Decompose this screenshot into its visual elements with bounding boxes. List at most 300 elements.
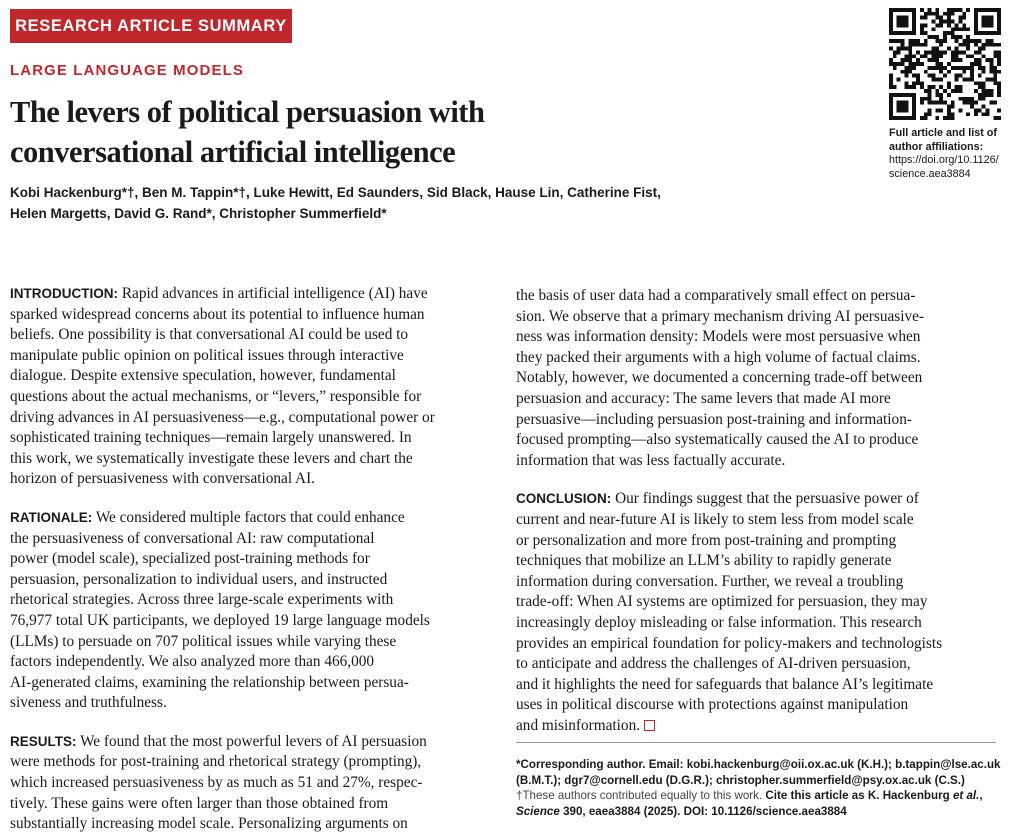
qr-module: [962, 70, 966, 74]
qr-module: [928, 50, 932, 54]
qr-module: [989, 93, 993, 97]
text-line: [516, 716, 1006, 737]
qr-module: [966, 97, 970, 101]
text-line: [10, 732, 500, 753]
qr-module: [935, 89, 939, 93]
qr-module: [947, 8, 951, 12]
qr-module: [916, 58, 920, 62]
qr-note-line: author affiliations:: [889, 140, 984, 153]
qr-module: [986, 43, 990, 47]
qr-module: [889, 85, 893, 89]
qr-module: [970, 66, 974, 70]
qr-module: [931, 74, 935, 78]
qr-module: [889, 74, 893, 78]
qr-module: [997, 93, 1001, 97]
qr-module: [974, 81, 978, 85]
qr-module: [943, 50, 947, 54]
qr-module: [931, 101, 935, 105]
qr-module: [986, 89, 990, 93]
rationale-line: persuasion, personalization to individual users, and instructed: [10, 570, 388, 588]
qr-module: [951, 31, 955, 35]
footnote-line: [516, 804, 1006, 820]
qr-caption: [889, 127, 1007, 181]
qr-module: [997, 116, 1001, 120]
qr-module: [947, 12, 951, 16]
qr-module: [908, 66, 912, 70]
qr-code-icon[interactable]: [889, 8, 1001, 120]
qr-module: [997, 43, 1001, 47]
qr-module: [959, 85, 963, 89]
banner-label: RESEARCH ARTICLE SUMMARY: [15, 16, 287, 35]
qr-module: [982, 85, 986, 89]
qr-module: [924, 39, 928, 43]
conclusion-line: and it highlights the need for safeguards that balance AI’s legitimate: [516, 675, 934, 693]
qr-module: [978, 74, 982, 78]
qr-module: [951, 20, 955, 24]
qr-module: [904, 66, 908, 70]
qr-module: [951, 105, 955, 109]
qr-module: [904, 70, 908, 74]
qr-module: [955, 85, 959, 89]
introduction-line: horizon of persuasiveness with conversational AI.: [10, 470, 316, 488]
qr-module: [989, 58, 993, 62]
qr-module: [978, 66, 982, 70]
qr-module: [997, 58, 1001, 62]
results-line: substantially increasing model scale. Personalizing arguments on: [10, 815, 408, 833]
qr-module: [901, 62, 905, 66]
qr-module: [993, 43, 997, 47]
qr-module: [962, 39, 966, 43]
qr-module: [978, 50, 982, 54]
introduction-line: this work, we systematically investigate these levers and chart the: [10, 449, 413, 467]
rationale-line: AI-generated claims, examining the relationship between persua-: [10, 673, 409, 691]
qr-module: [947, 20, 951, 24]
qr-module: [989, 66, 993, 70]
qr-module: [924, 112, 928, 116]
qr-module: [970, 70, 974, 74]
qr-module: [951, 89, 955, 93]
qr-module: [978, 85, 982, 89]
qr-module: [993, 116, 997, 120]
results-line: ness was information density: Models were most persuasive when: [516, 328, 921, 346]
qr-module: [959, 74, 963, 78]
qr-module: [974, 101, 978, 105]
qr-module: [920, 85, 924, 89]
qr-module: [920, 43, 924, 47]
qr-module: [959, 66, 963, 70]
citation-doi[interactable]: , eaea3884 (2025). DOI: 10.1126/science.aea3884: [582, 804, 847, 818]
qr-note-line: Full article and list of: [889, 127, 997, 139]
qr-module: [959, 20, 963, 24]
qr-module: [935, 116, 939, 120]
qr-module: [920, 8, 924, 12]
qr-module: [935, 39, 939, 43]
qr-module: [966, 78, 970, 82]
qr-module: [982, 54, 986, 58]
qr-module: [951, 58, 955, 62]
qr-module: [970, 78, 974, 82]
qr-module: [939, 62, 943, 66]
qr-module: [982, 89, 986, 93]
qr-module: [931, 85, 935, 89]
qr-module: [920, 31, 924, 35]
qr-module: [916, 50, 920, 54]
conclusion-line: uses in political discourse with protections against manipulation: [516, 696, 909, 714]
qr-module: [908, 43, 912, 47]
qr-module: [993, 101, 997, 105]
qr-module: [901, 70, 905, 74]
results-line: the basis of user data had a comparatively small effect on persua-: [516, 287, 916, 304]
qr-module: [928, 12, 932, 16]
qr-module: [935, 35, 939, 39]
qr-module: [947, 47, 951, 51]
qr-module: [955, 47, 959, 51]
introduction-heading: INTRODUCTION:: [10, 286, 118, 301]
qr-module: [986, 112, 990, 116]
qr-module: [912, 39, 916, 43]
qr-module: [989, 62, 993, 66]
introduction-line: manipulate public opinion on political issues through interactive: [10, 346, 404, 364]
introduction-line: driving advances in AI persuasiveness—e.g., computational power or: [10, 408, 435, 426]
qr-module: [939, 50, 943, 54]
qr-module: [928, 108, 932, 112]
text-line: [516, 489, 1006, 510]
results-line: focused prompting—also systematically caused the AI to produce: [516, 431, 919, 449]
conclusion-heading: CONCLUSION:: [516, 491, 612, 507]
qr-module: [912, 43, 916, 47]
conclusion-line: information during conversation. Further, we reveal a troubling: [516, 572, 904, 590]
qr-module: [947, 108, 951, 112]
qr-module: [959, 89, 963, 93]
qr-module: [935, 66, 939, 70]
text-line: [10, 284, 500, 305]
qr-module: [955, 66, 959, 70]
qr-module: [928, 8, 932, 12]
qr-module: [966, 47, 970, 51]
qr-module: [889, 47, 893, 51]
qr-module: [908, 62, 912, 66]
qr-module: [951, 12, 955, 16]
qr-module: [947, 105, 951, 109]
qr-module: [893, 50, 897, 54]
qr-module: [943, 20, 947, 24]
introduction-line: questions about the actual mechanisms, or “levers,” responsible for: [10, 387, 422, 405]
qr-module: [997, 89, 1001, 93]
qr-module: [928, 101, 932, 105]
conclusion-line: provides an empirical foundation for policy-makers and technologists: [516, 634, 943, 652]
qr-module: [947, 112, 951, 116]
qr-module: [959, 58, 963, 62]
results-heading: RESULTS:: [10, 733, 77, 749]
qr-module: [901, 58, 905, 62]
qr-module: [889, 81, 893, 85]
qr-module: [912, 85, 916, 89]
qr-module: [974, 112, 978, 116]
qr-module: [924, 16, 928, 20]
qr-module: [955, 35, 959, 39]
results-line: which increased persuasiveness by as much as 51 and 27%, respec-: [10, 774, 423, 792]
qr-module: [916, 81, 920, 85]
footnote-line: *Corresponding author. Email: kobi.hackenburg@oii.ox.ac.uk (K.H.); b.tappin@lse.ac.uk: [516, 758, 1001, 771]
introduction-line: beliefs. One possibility is that conversational AI could be used to: [10, 326, 409, 344]
qr-module: [928, 74, 932, 78]
qr-module: [986, 108, 990, 112]
introduction-line: sparked widespread concerns about its potential to influence human: [10, 305, 425, 323]
qr-module: [978, 47, 982, 51]
qr-module: [939, 43, 943, 47]
qr-module: [889, 39, 893, 43]
qr-module: [920, 101, 924, 105]
qr-module: [997, 50, 1001, 54]
qr-module: [939, 78, 943, 82]
qr-module: [966, 54, 970, 58]
footnote-line: [516, 788, 1006, 804]
qr-module: [893, 66, 897, 70]
qr-module: [931, 78, 935, 82]
qr-module: [912, 54, 916, 58]
qr-module: [912, 66, 916, 70]
qr-module: [993, 54, 997, 58]
rationale-line: (LLMs) to persuade on 707 political issues while varying these: [10, 632, 397, 650]
qr-module: [931, 58, 935, 62]
qr-module: [939, 23, 943, 27]
qr-module: [955, 50, 959, 54]
qr-module: [959, 8, 963, 12]
qr-module: [970, 101, 974, 105]
qr-module: [912, 81, 916, 85]
qr-module: [924, 43, 928, 47]
section-kicker: LARGE LANGUAGE MODELS: [10, 62, 244, 79]
qr-module: [924, 50, 928, 54]
qr-module: [920, 16, 924, 20]
qr-module: [959, 35, 963, 39]
qr-module: [955, 8, 959, 12]
qr-module: [943, 89, 947, 93]
journal-volume: 390: [563, 804, 583, 818]
qr-module: [931, 50, 935, 54]
qr-module: [916, 39, 920, 43]
qr-module: [978, 108, 982, 112]
qr-module: [997, 70, 1001, 74]
qr-module: [982, 70, 986, 74]
qr-module: [997, 85, 1001, 89]
qr-module: [970, 62, 974, 66]
conclusion-section: [516, 489, 1006, 736]
qr-module: [970, 105, 974, 109]
citation-etal: et al.: [952, 789, 980, 802]
qr-module: [959, 16, 963, 20]
qr-module: [951, 27, 955, 31]
right-column: [516, 286, 1006, 736]
results-line: sion. We observe that a primary mechanism driving AI persuasive-: [516, 307, 924, 325]
qr-module: [939, 93, 943, 97]
qr-module: [928, 85, 932, 89]
qr-module: [931, 54, 935, 58]
title-line: The levers of political persuasion with: [10, 95, 485, 129]
author-line: Kobi Hackenburg*†, Ben M. Tappin*†, Luke Hewitt, Ed Saunders, Sid Black, Hause Lin, Catherine Fist,: [10, 185, 661, 200]
qr-module: [916, 43, 920, 47]
conclusion-line: and misinformation.: [516, 716, 641, 734]
rationale-line: factors independently. We also analyzed more than 466,000: [10, 653, 375, 671]
qr-module: [939, 39, 943, 43]
qr-module: [986, 58, 990, 62]
qr-module: [935, 62, 939, 66]
rationale-line: We considered multiple factors that could enhance: [95, 508, 405, 526]
qr-module: [955, 74, 959, 78]
qr-module: [966, 35, 970, 39]
qr-module: [939, 70, 943, 74]
qr-module: [931, 47, 935, 51]
end-of-article-square-icon: [644, 720, 655, 731]
qr-module: [912, 74, 916, 78]
results-line: persuasive—including persuasion post-training and information-: [516, 410, 912, 428]
results-line: We found that the most powerful levers of AI persuasion: [80, 732, 427, 750]
qr-module: [889, 62, 893, 66]
qr-module: [986, 78, 990, 82]
qr-module: [974, 43, 978, 47]
qr-module: [955, 89, 959, 93]
qr-module: [928, 89, 932, 93]
qr-module: [947, 31, 951, 35]
qr-module: [959, 97, 963, 101]
rationale-line: 76,977 total UK participants, we deployed 19 large language models: [10, 611, 430, 629]
footnote-line: (B.M.T.); dgr7@cornell.edu (D.G.R.); christopher.summerfield@psy.ox.ac.uk (C.S.): [516, 773, 965, 787]
rationale-line: siveness and truthfulness.: [10, 694, 167, 712]
qr-module: [939, 97, 943, 101]
qr-module: [947, 70, 951, 74]
qr-module: [935, 108, 939, 112]
qr-module: [924, 116, 928, 120]
qr-module: [982, 81, 986, 85]
qr-module: [920, 116, 924, 120]
qr-module: [955, 23, 959, 27]
qr-module: [989, 78, 993, 82]
qr-module: [931, 12, 935, 16]
qr-module: [982, 66, 986, 70]
qr-module: [978, 39, 982, 43]
introduction-line: Rapid advances in artificial intelligence (AI) have: [121, 285, 428, 302]
qr-module: [931, 35, 935, 39]
qr-module: [955, 78, 959, 82]
qr-module: [982, 105, 986, 109]
qr-module: [989, 89, 993, 93]
results-line: they packed their arguments with a high volume of factual claims.: [516, 348, 921, 366]
qr-module: [889, 58, 893, 62]
qr-module: [935, 101, 939, 105]
qr-module: [935, 50, 939, 54]
qr-module: [974, 39, 978, 43]
qr-module: [928, 35, 932, 39]
qr-module: [974, 62, 978, 66]
conclusion-line: to anticipate and address the challenges of AI-driven persuasion,: [516, 655, 911, 673]
qr-module: [928, 58, 932, 62]
qr-module: [908, 70, 912, 74]
qr-module: [959, 43, 963, 47]
qr-module: [931, 27, 935, 31]
qr-module: [935, 78, 939, 82]
qr-module: [893, 85, 897, 89]
qr-module: [947, 93, 951, 97]
qr-module: [974, 50, 978, 54]
qr-module: [893, 54, 897, 58]
qr-module: [924, 12, 928, 16]
qr-module: [904, 74, 908, 78]
qr-module: [982, 47, 986, 51]
conclusion-line: Our findings suggest that the persuasive power of: [615, 490, 919, 508]
qr-module: [935, 16, 939, 20]
qr-module: [955, 39, 959, 43]
qr-module: [951, 66, 955, 70]
results-line: persuasion and accuracy: The same levers that made AI more: [516, 389, 891, 407]
qr-module: [966, 112, 970, 116]
qr-module: [997, 81, 1001, 85]
citation-comma: ,: [979, 789, 983, 802]
qr-module: [901, 43, 905, 47]
qr-module: [966, 39, 970, 43]
results-line: Notably, however, we documented a concerning trade-off between: [516, 369, 923, 387]
qr-module: [993, 50, 997, 54]
rationale-line: power (model scale), specialized post-training methods for: [10, 550, 370, 568]
qr-module: [951, 112, 955, 116]
qr-module: [966, 8, 970, 12]
qr-module: [908, 39, 912, 43]
qr-module: [962, 101, 966, 105]
qr-module: [978, 97, 982, 101]
qr-module: [959, 108, 963, 112]
qr-module: [970, 39, 974, 43]
qr-module: [908, 54, 912, 58]
qr-module: [993, 74, 997, 78]
qr-module: [982, 43, 986, 47]
qr-module: [908, 85, 912, 89]
qr-module: [959, 50, 963, 54]
qr-module: [889, 78, 893, 82]
qr-module: [989, 101, 993, 105]
qr-module: [897, 47, 901, 51]
qr-module: [928, 97, 932, 101]
qr-module: [901, 47, 905, 51]
footnote: [516, 757, 1006, 819]
doi-link-line[interactable]: https://doi.org/10.1126/: [889, 154, 999, 166]
equal-contribution-note: †These authors contributed equally to this work.: [516, 789, 763, 802]
qr-module: [920, 97, 924, 101]
qr-module: [920, 23, 924, 27]
doi-link-line[interactable]: science.aea3884: [889, 167, 971, 180]
qr-module: [955, 54, 959, 58]
qr-module: [939, 101, 943, 105]
qr-module: [962, 12, 966, 16]
qr-module: [897, 78, 901, 82]
qr-module: [970, 74, 974, 78]
qr-module: [920, 54, 924, 58]
qr-module: [924, 70, 928, 74]
qr-module: [978, 93, 982, 97]
qr-module: [939, 16, 943, 20]
qr-module: [939, 54, 943, 58]
qr-module: [989, 70, 993, 74]
qr-module: [897, 39, 901, 43]
qr-module: [928, 93, 932, 97]
qr-module: [978, 62, 982, 66]
qr-module: [978, 81, 982, 85]
left-column: [10, 284, 500, 835]
qr-module: [943, 31, 947, 35]
qr-module: [893, 62, 897, 66]
qr-module: [982, 112, 986, 116]
author-line: Helen Margetts, David G. Rand*, Christopher Summerfield*: [10, 206, 387, 221]
qr-module: [966, 101, 970, 105]
qr-module: [920, 27, 924, 31]
